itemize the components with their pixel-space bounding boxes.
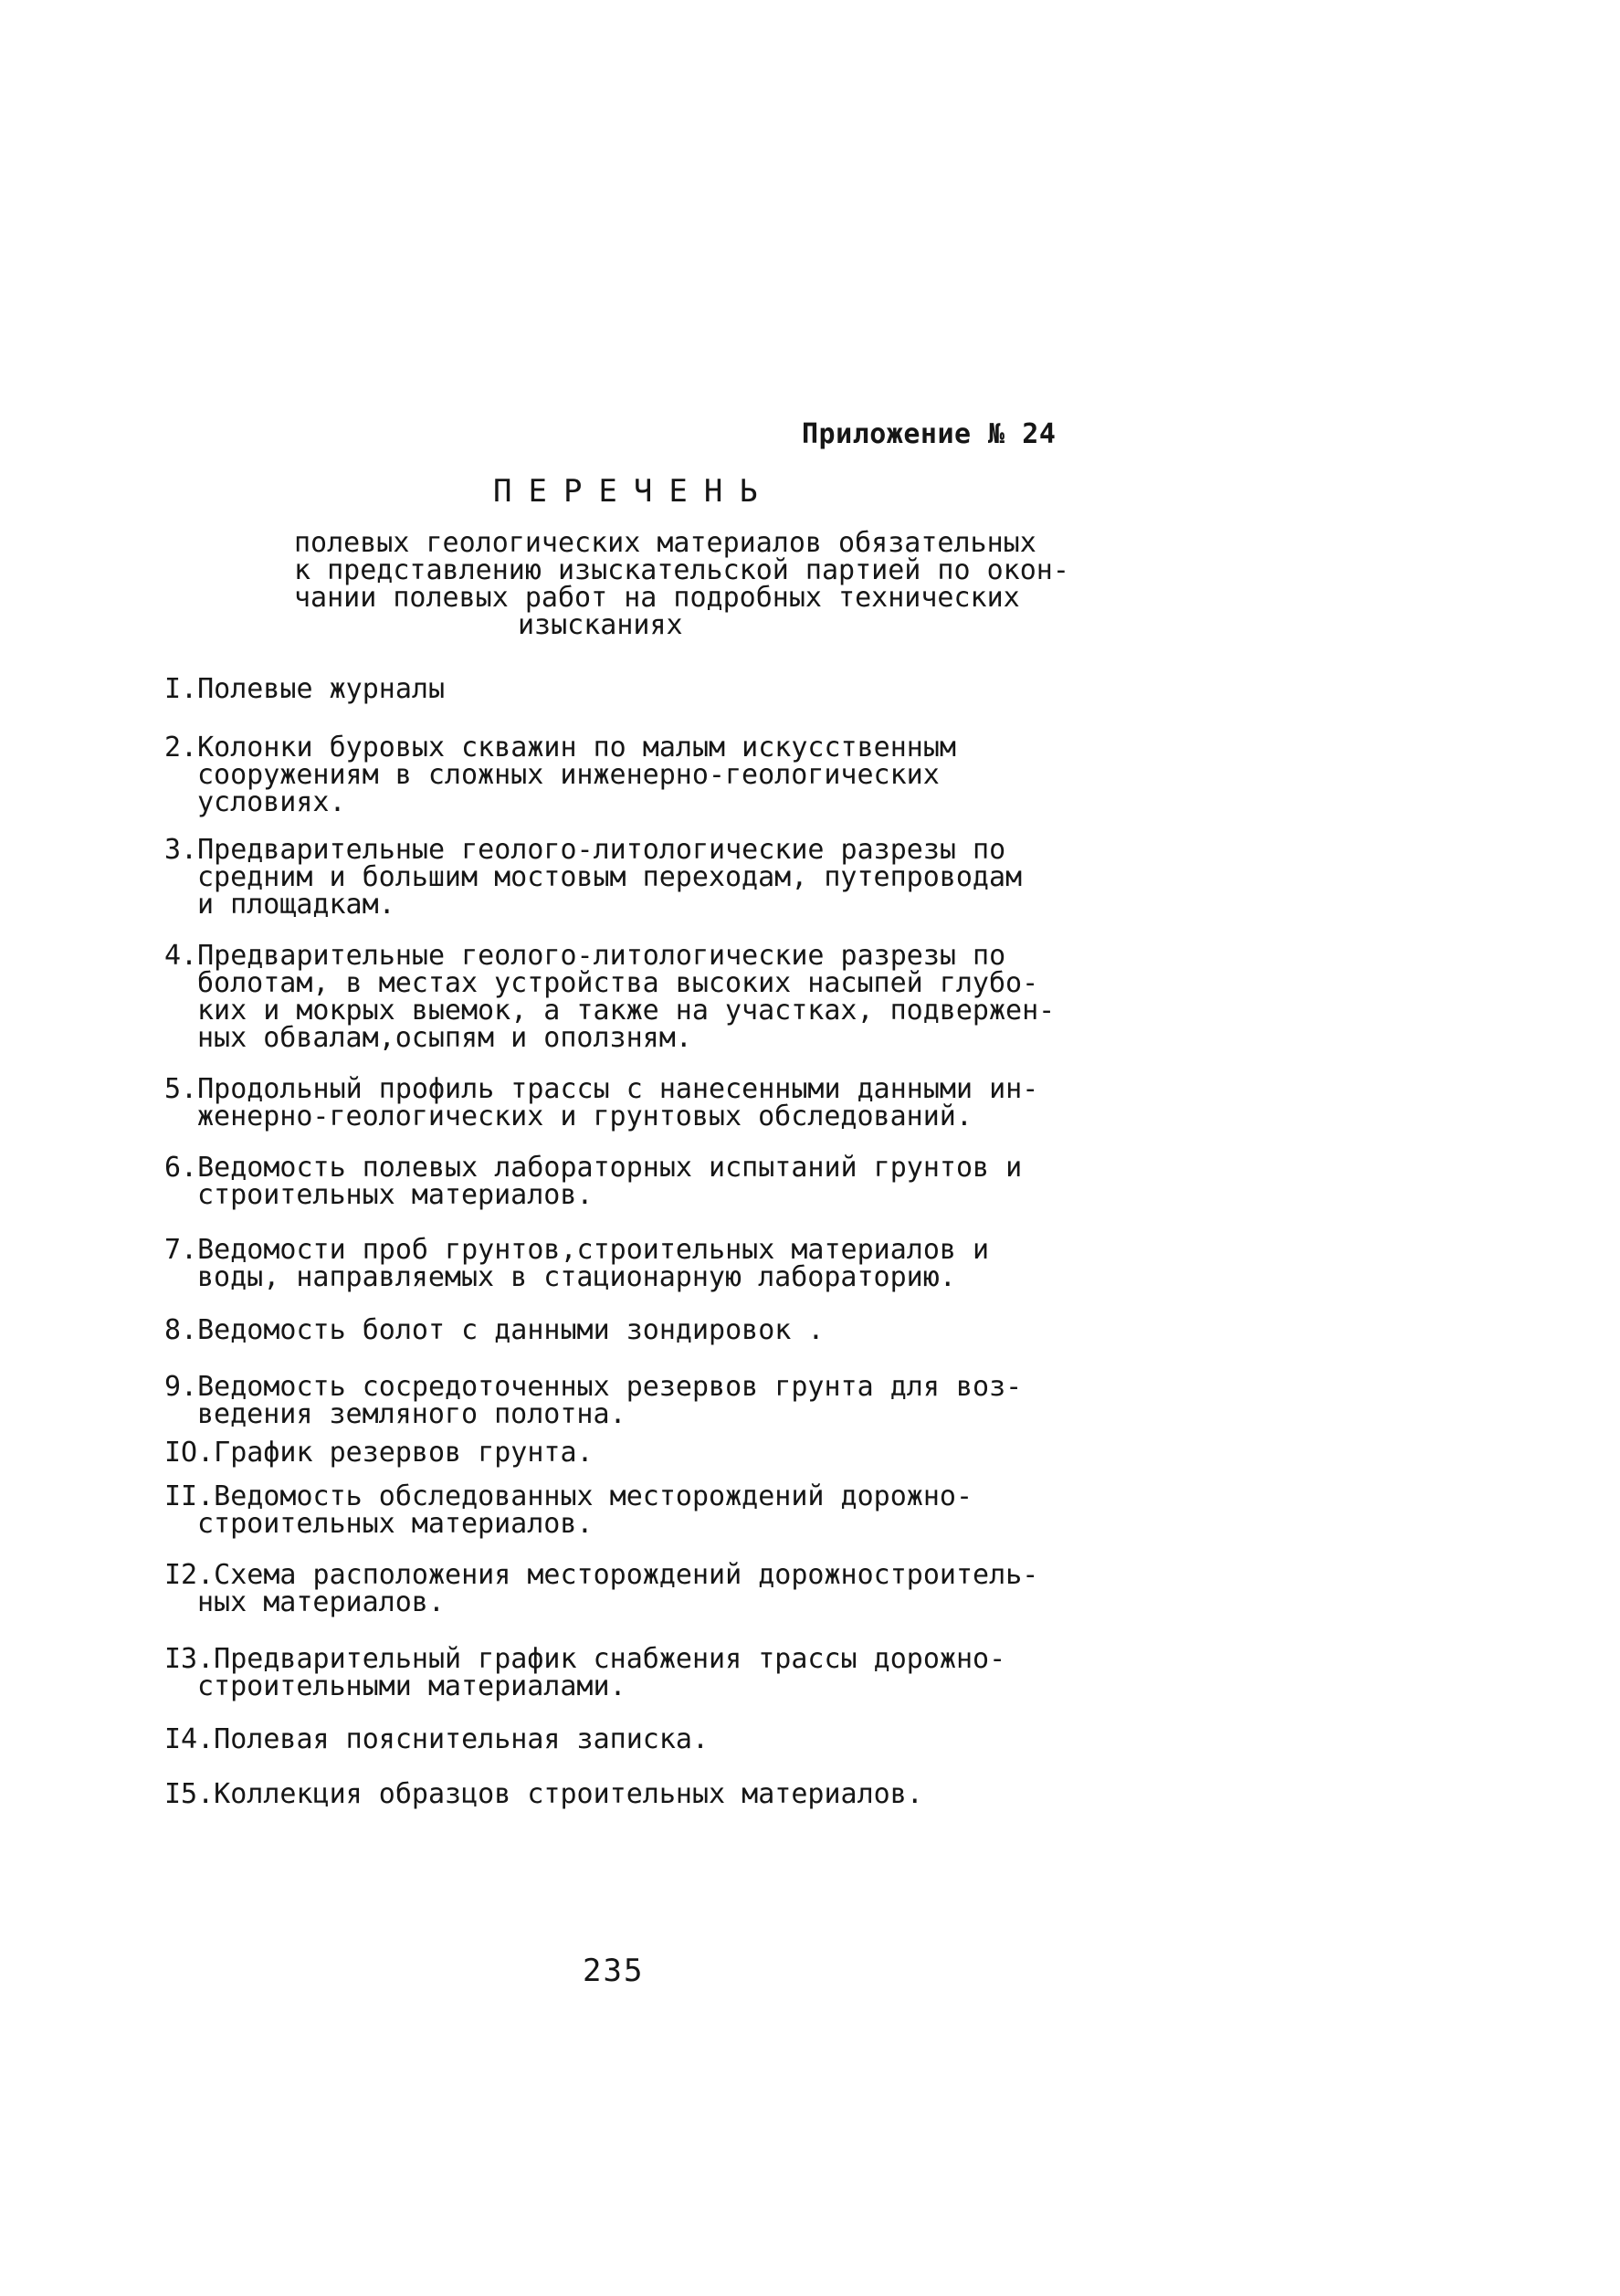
list-item [164, 1723, 1114, 1755]
list-item [164, 940, 1114, 1054]
list-item [164, 834, 1114, 921]
list-item-line: 3.Предварительные геолого-литологические разрезы по [164, 834, 1006, 866]
list-item-line: 8.Ведомость болот с данными зондировок . [164, 1314, 825, 1346]
list-item-line: II.Ведомость обследованных месторождений дорожно- [164, 1480, 973, 1512]
list-item-line: строительных материалов. [197, 1179, 594, 1211]
list-item-line: 2.Колонки буровых скважин по малым искусственным [164, 732, 956, 764]
list-item-line: 9.Ведомость сосредоточенных резервов грунта для воз- [164, 1371, 1023, 1403]
list-item [164, 1778, 1114, 1810]
list-item-line: женерно-геологических и грунтовых обследований. [197, 1101, 973, 1132]
list-item [164, 1643, 1114, 1702]
list-item [164, 673, 1114, 705]
list-item [164, 1439, 1114, 1467]
list-item-line: строительных материалов. [197, 1508, 594, 1540]
list-item-line: средним и большим мостовым переходам, путепроводам [197, 861, 1023, 893]
appendix-label: Приложение № 24 [802, 418, 1057, 450]
list-item-line: I5.Коллекция образцов строительных материалов. [164, 1778, 923, 1810]
list-item-line: I.Полевые журналы [164, 673, 446, 705]
list-item-line: ких и мокрых выемок, а также на участках, подвержен- [197, 995, 1056, 1027]
subtitle-line: полевых геологических материалов обязательных [294, 527, 1036, 559]
list-item [164, 734, 1114, 816]
list-item-line: условиях. [197, 786, 346, 818]
subtitle-line: чании полевых работ на подробных технических [294, 582, 1020, 614]
list-item-line: 7.Ведомости проб грунтов,строительных материалов и [164, 1234, 990, 1266]
list-item-line: I3.Предварительный график снабжения трассы дорожно- [164, 1643, 1006, 1675]
list-item-line: 6.Ведомость полевых лабораторных испытаний грунтов и [164, 1152, 1023, 1184]
list-item-line: 5.Продольный профиль трассы с нанесенными данными ин- [164, 1073, 1039, 1105]
list-item [164, 1314, 1114, 1346]
list-item-line: сооружениям в сложных инженерно-геологических [197, 759, 940, 791]
list-item [164, 1073, 1114, 1132]
subtitle-line: к представлению изыскательской партией по окон- [294, 554, 1069, 586]
list-item [164, 1154, 1114, 1209]
list-item-line: ведения земляного полотна. [197, 1398, 626, 1430]
list-item-line: и площадкам. [197, 889, 395, 921]
list-item-line: воды, направляемых в стационарную лабораторию. [197, 1261, 956, 1293]
list-item [164, 1234, 1114, 1293]
list-item [164, 1371, 1114, 1430]
list-item-line: болотам, в местах устройства высоких насыпей глубо- [197, 967, 1039, 999]
list-item-line: строительными материалами. [197, 1670, 626, 1702]
list-item-line: IO.График резервов грунта. [164, 1437, 594, 1469]
list-item-line: 4.Предварительные геолого-литологические разрезы по [164, 940, 1006, 972]
list-item-line: I4.Полевая пояснительная записка. [164, 1723, 710, 1755]
list-item-line: ных материалов. [197, 1586, 445, 1618]
document-subtitle [294, 527, 1116, 641]
document-title: ПЕРЕЧЕНЬ [493, 473, 774, 510]
list-item-line: I2.Схема расположения месторождений дорожностроитель- [164, 1559, 1039, 1591]
list-item [164, 1559, 1114, 1618]
subtitle-line: изысканиях [518, 609, 683, 641]
list-item [164, 1480, 1114, 1540]
page-number: 235 [583, 1953, 645, 1989]
list-item-line: ных обвалам,осыпям и оползням. [197, 1022, 692, 1054]
